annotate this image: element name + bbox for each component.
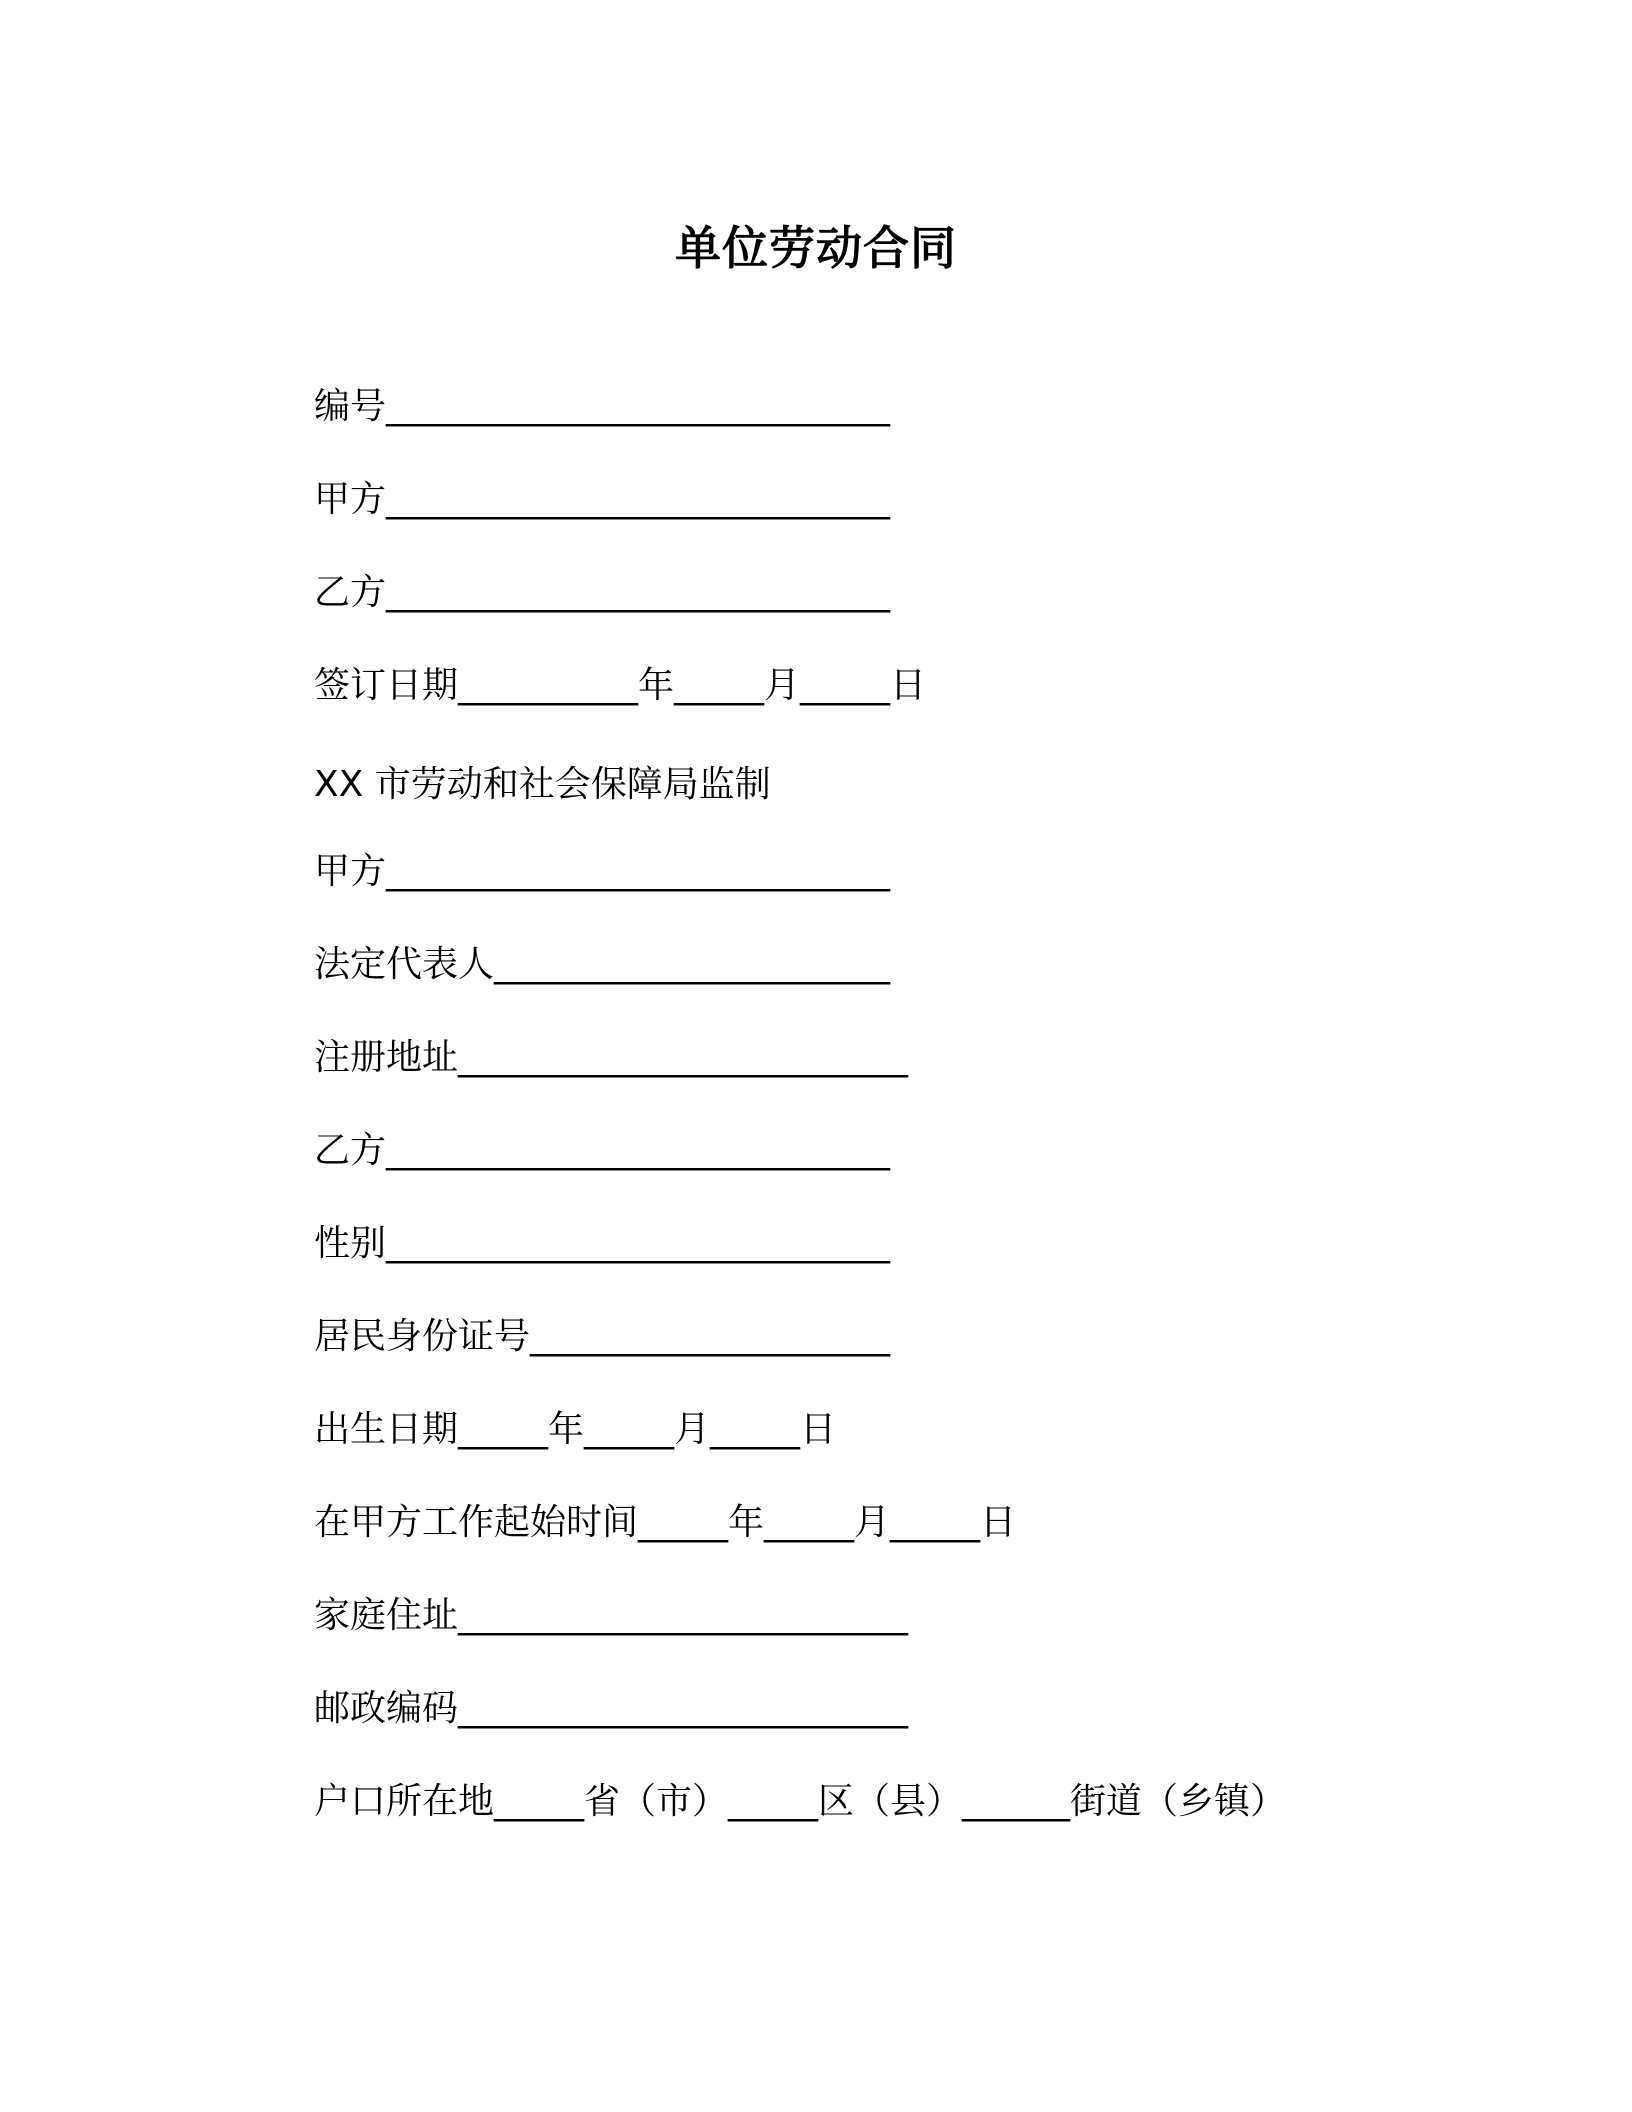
field-party-a-detail: 甲方____________________________	[314, 851, 890, 892]
field-party-a: 甲方____________________________	[314, 479, 890, 520]
field-gender: 性别____________________________	[314, 1223, 890, 1264]
field-postal-code: 邮政编码_________________________	[314, 1688, 909, 1729]
field-signing-date: 签订日期__________年_____月_____日	[314, 665, 927, 706]
field-household-registration: 户口所在地_____省（市）_____区（县）______街道（乡镇）	[314, 1781, 1287, 1822]
field-serial-number: 编号____________________________	[314, 386, 890, 427]
field-employment-start: 在甲方工作起始时间_____年_____月_____日	[314, 1502, 1017, 1543]
document-title: 单位劳动合同	[675, 221, 957, 275]
supervision-note: XX 市劳动和社会保障局监制	[314, 764, 771, 805]
field-party-b-detail: 乙方____________________________	[314, 1130, 890, 1171]
field-party-b: 乙方____________________________	[314, 572, 890, 613]
field-registered-address: 注册地址_________________________	[314, 1037, 909, 1078]
field-legal-representative: 法定代表人______________________	[314, 944, 891, 985]
field-id-number: 居民身份证号____________________	[314, 1316, 891, 1357]
field-home-address: 家庭住址_________________________	[314, 1595, 909, 1636]
field-birth-date: 出生日期_____年_____月_____日	[314, 1409, 837, 1450]
